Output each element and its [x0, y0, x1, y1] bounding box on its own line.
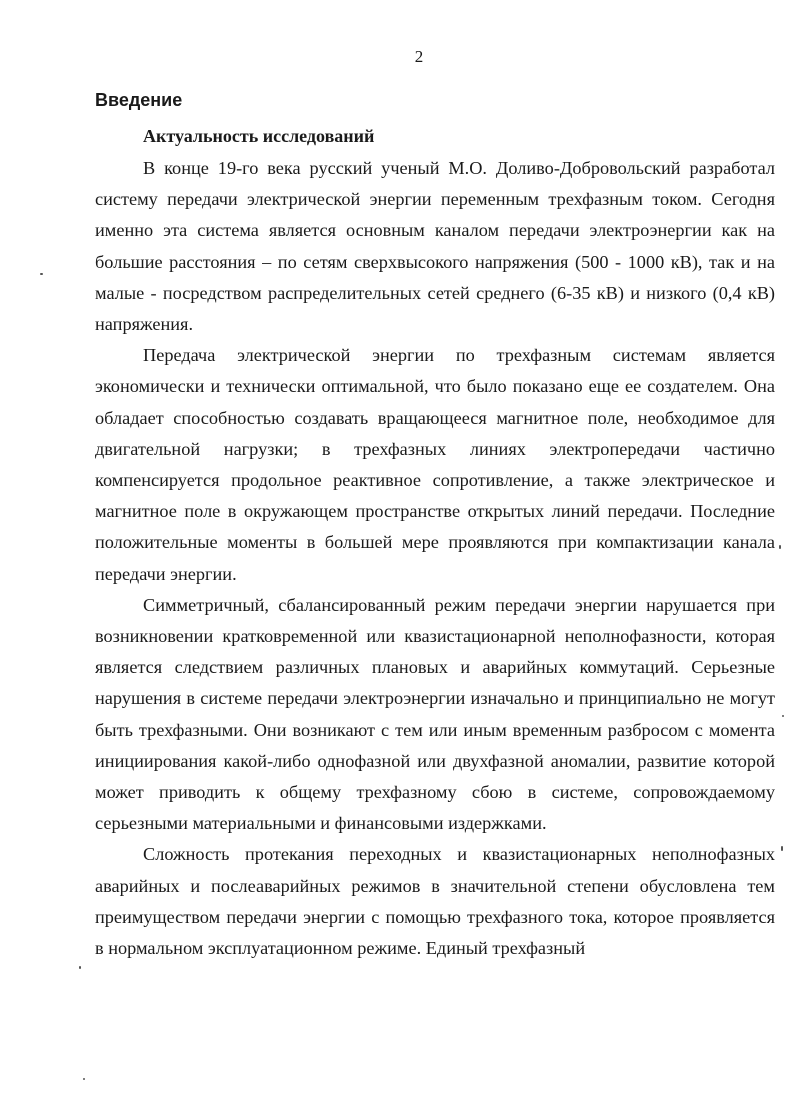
scan-speck	[40, 273, 43, 275]
scan-speck	[779, 545, 781, 549]
paragraph-3: Симметричный, сбалансированный режим передачи энергии нарушается при возникновении кратковременной или квазистационарной неполнофазности, которая является следствием различных плановых и аварийных коммутаций. Серьезные нарушения в системе передачи электроэнергии изначально и принципиально не могут быть трехфазными. Они возникают с тем или иным временным разбросом с момента инициирования какой-либо однофазной или двухфазной аномалии, развитие которой может приводить к общему трехфазному сбою в системе, сопровождаемому серьезными материальными и финансовыми издержками.	[95, 594, 775, 834]
paragraph-1: В конце 19-го века русский ученый М.О. Доливо-Добровольский разработал систему передачи электрической энергии переменным трехфазным током. Сегодня именно эта система является основным каналом передачи электроэнергии как на большие расстояния – по сетям сверхвысокого напряжения (500 - 1000 кВ), так и на малые - посредством распределительных сетей среднего (6-35 кВ) и низкого (0,4 кВ) напряжения.	[95, 158, 775, 335]
body-text	[95, 153, 775, 964]
section-title: Введение	[95, 90, 183, 110]
paragraph-2: Передача электрической энергии по трехфазным системам является экономически и технически оптимальной, что было показано еще ее создателем. Она обладает способностью создавать вращающееся магнитное поле, необходимое для двигательной нагрузки; в трехфазных линиях электропередачи частично компенсируется продольное реактивное сопротивление, а также электрическое и магнитное поле в окружающем пространстве открытых линий передачи. Последние положительные моменты в большей мере проявляются при компактизации канала передачи энергии.	[95, 345, 775, 584]
scan-speck	[781, 846, 783, 851]
scan-speck	[782, 715, 784, 717]
page-number: 2	[414, 47, 424, 66]
paragraph-4: Сложность протекания переходных и квазистационарных неполнофазных аварийных и послеаварийных режимов в значительной степени обусловлена тем преимуществом передачи энергии с помощью трехфазного тока, которое проявляется в нормальном эксплуатационном режиме. Единый трехфазный	[95, 844, 775, 959]
subsection-title: Актуальность исследований	[143, 126, 375, 146]
scan-speck	[79, 966, 81, 969]
scan-speck	[83, 1078, 85, 1080]
